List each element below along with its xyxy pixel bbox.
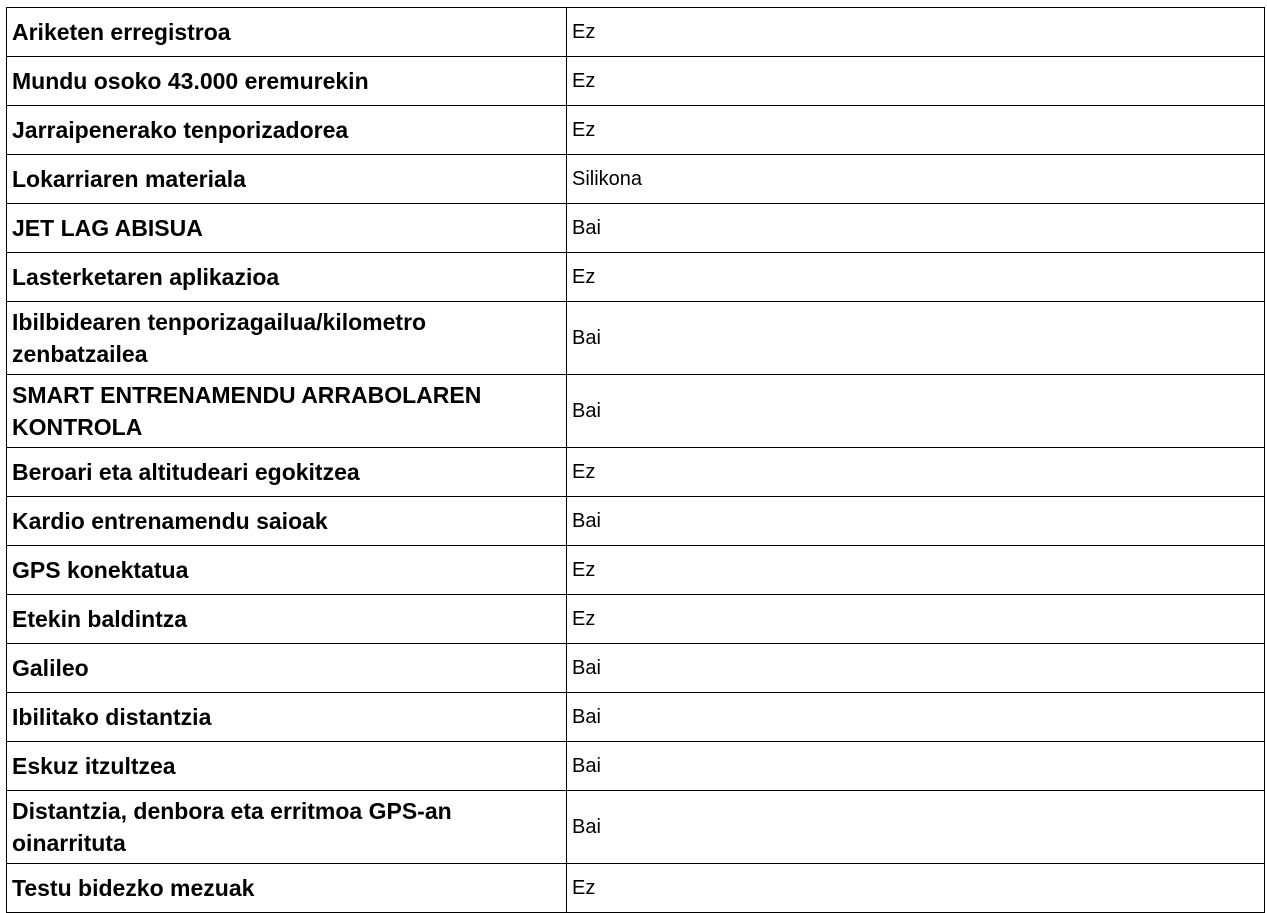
feature-label: Distantzia, denbora eta erritmoa GPS-an oinarrituta: [7, 791, 567, 864]
table-row: [7, 595, 1265, 644]
feature-value: Bai: [567, 742, 1265, 791]
feature-label: Eskuz itzultzea: [7, 742, 567, 791]
feature-value: Ez: [567, 546, 1265, 595]
feature-label: Lasterketaren aplikazioa: [7, 253, 567, 302]
feature-label: GPS konektatua: [7, 546, 567, 595]
feature-value: Ez: [567, 253, 1265, 302]
feature-value: Ez: [567, 8, 1265, 57]
table-row: [7, 864, 1265, 913]
table-row: [7, 106, 1265, 155]
table-row: [7, 57, 1265, 106]
table-row: [7, 448, 1265, 497]
feature-value: Bai: [567, 204, 1265, 253]
feature-label: Ibilitako distantzia: [7, 693, 567, 742]
feature-value: Ez: [567, 448, 1265, 497]
feature-value: Bai: [567, 644, 1265, 693]
table-row: [7, 302, 1265, 375]
table-row: [7, 497, 1265, 546]
feature-value: Silikona: [567, 155, 1265, 204]
feature-value: Bai: [567, 375, 1265, 448]
feature-value: Ez: [567, 864, 1265, 913]
table-row: [7, 375, 1265, 448]
feature-spec-table: [6, 7, 1265, 913]
feature-label: Testu bidezko mezuak: [7, 864, 567, 913]
table-row: [7, 204, 1265, 253]
feature-value: Ez: [567, 106, 1265, 155]
feature-label: Galileo: [7, 644, 567, 693]
table-row: [7, 253, 1265, 302]
feature-label: Ibilbidearen tenporizagailua/kilometro zenbatzailea: [7, 302, 567, 375]
feature-value: Bai: [567, 693, 1265, 742]
table-row: [7, 742, 1265, 791]
feature-label: Lokarriaren materiala: [7, 155, 567, 204]
feature-label: JET LAG ABISUA: [7, 204, 567, 253]
table-row: [7, 644, 1265, 693]
table-row: [7, 693, 1265, 742]
feature-value: Ez: [567, 595, 1265, 644]
feature-label: Ariketen erregistroa: [7, 8, 567, 57]
table-row: [7, 8, 1265, 57]
feature-value: Bai: [567, 791, 1265, 864]
feature-value: Ez: [567, 57, 1265, 106]
feature-label: Kardio entrenamendu saioak: [7, 497, 567, 546]
table-row: [7, 546, 1265, 595]
feature-label: SMART ENTRENAMENDU ARRABOLAREN KONTROLA: [7, 375, 567, 448]
feature-label: Jarraipenerako tenporizadorea: [7, 106, 567, 155]
table-row: [7, 155, 1265, 204]
table-row: [7, 791, 1265, 864]
feature-label: Beroari eta altitudeari egokitzea: [7, 448, 567, 497]
feature-value: Bai: [567, 302, 1265, 375]
feature-label: Etekin baldintza: [7, 595, 567, 644]
feature-value: Bai: [567, 497, 1265, 546]
feature-label: Mundu osoko 43.000 eremurekin: [7, 57, 567, 106]
